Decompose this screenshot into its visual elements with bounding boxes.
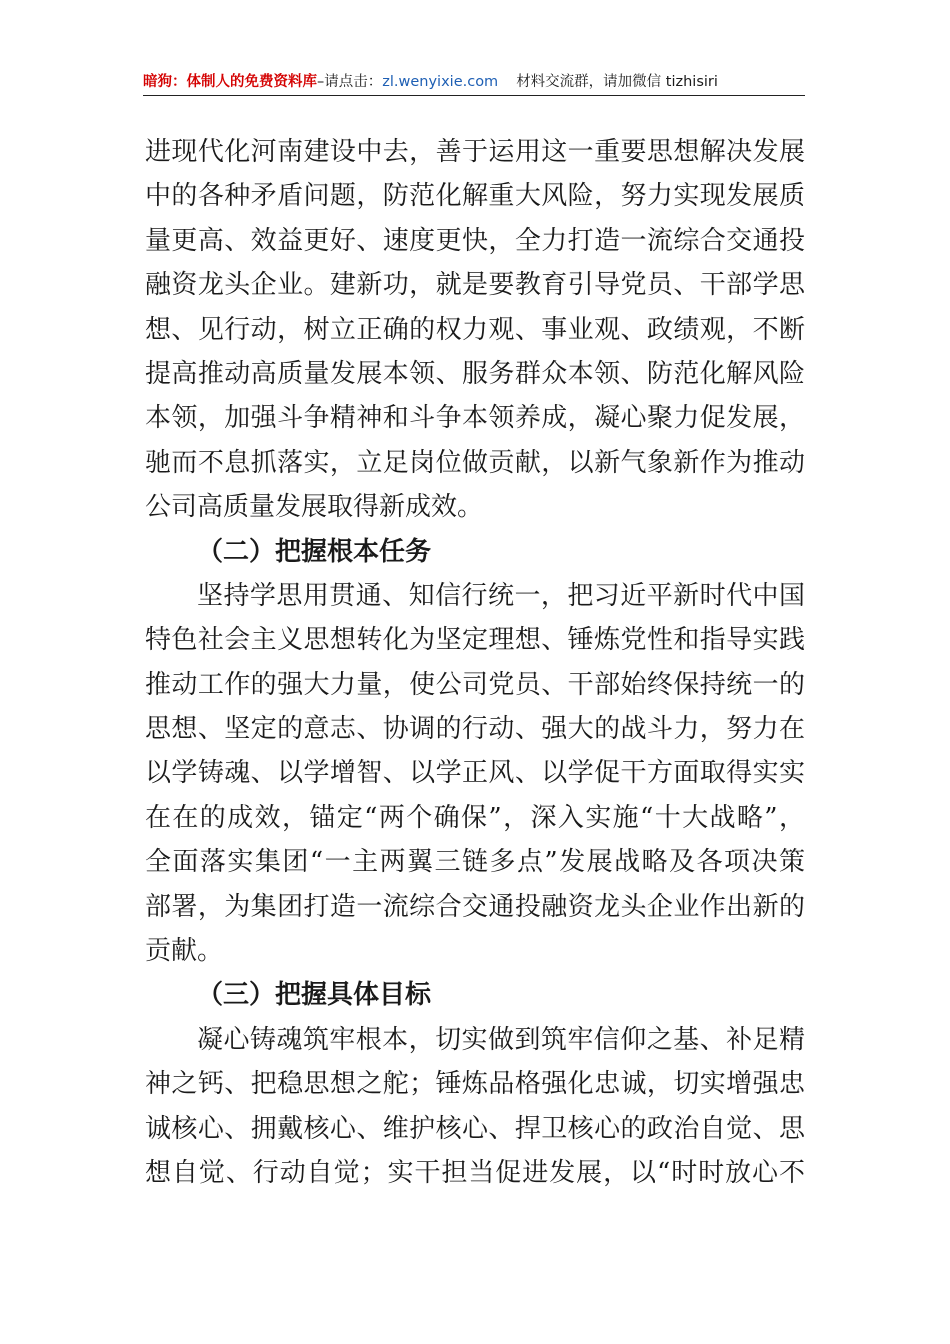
section-heading-3: （三）把握具体目标	[197, 980, 432, 1011]
text-line: 想、见行动，树立正确的权力观、事业观、政绩观，不断	[145, 314, 805, 345]
text-line: 特色社会主义思想转化为坚定理想、锤炼党性和指导实践	[145, 625, 805, 656]
text-line: 以学铸魂、以学增智、以学正风、以学促干方面取得实实	[145, 758, 805, 789]
text-line: 坚持学思用贯通、知信行统一，把习近平新时代中国	[197, 580, 805, 611]
text-line: 量更高、效益更好、速度更快，全力打造一流综合交通投	[145, 225, 805, 256]
text-line: 中的各种矛盾问题，防范化解重大风险，努力实现发展质	[145, 181, 805, 212]
text-line: 部署，为集团打造一流综合交通投融资龙头企业作出新的	[145, 891, 805, 922]
text-line: 公司高质量发展取得新成效。	[145, 492, 484, 523]
text-line: 诚核心、拥戴核心、维护核心、捍卫核心的政治自觉、思	[145, 1113, 805, 1144]
text-line: 全面落实集团“一主两翼三链多点”发展战略及各项决策	[145, 847, 805, 878]
header-wechat-note: 材料交流群，请加微信 tizhisiri	[516, 74, 718, 90]
header-divider	[143, 95, 805, 96]
text-line: 提高推动高质量发展本领、服务群众本领、防范化解风险	[145, 358, 805, 389]
text-line: 融资龙头企业。建新功，就是要教育引导党员、干部学思	[145, 270, 805, 301]
paragraph-continuation	[145, 130, 805, 530]
text-line: 贡献。	[145, 936, 224, 967]
text-line: 本领，加强斗争精神和斗争本领养成，凝心聚力促发展，	[145, 403, 805, 434]
header-site-name: 暗狗：体制人的免费资料库	[143, 74, 317, 90]
paragraph-specific-goals	[145, 1018, 805, 1196]
text-line: 凝心铸魂筑牢根本，切实做到筑牢信仰之基、补足精	[197, 1024, 805, 1055]
text-line: 思想、坚定的意志、协调的行动、强大的战斗力，努力在	[145, 714, 805, 745]
text-line: 在在的成效，锚定“两个确保”，深入实施“十大战略”，	[145, 802, 805, 833]
text-line: 进现代化河南建设中去，善于运用这一重要思想解决发展	[145, 137, 805, 167]
header-url-link[interactable]: zl.wenyixie.com	[382, 74, 499, 90]
text-line: 推动工作的强大力量，使公司党员、干部始终保持统一的	[145, 669, 805, 700]
document-body	[145, 130, 805, 1195]
text-line: 驰而不息抓落实，立足岗位做贡献，以新气象新作为推动	[145, 447, 805, 478]
header-click-prompt: –请点击：	[317, 74, 383, 90]
section-heading-2: （二）把握根本任务	[197, 536, 432, 567]
text-line: 神之钙、把稳思想之舵；锤炼品格强化忠诚，切实增强忠	[145, 1069, 805, 1100]
paragraph-fundamental-task	[145, 574, 805, 974]
text-line: 想自觉、行动自觉；实干担当促进发展，以“时时放心不	[145, 1157, 805, 1188]
page-header	[143, 70, 805, 94]
